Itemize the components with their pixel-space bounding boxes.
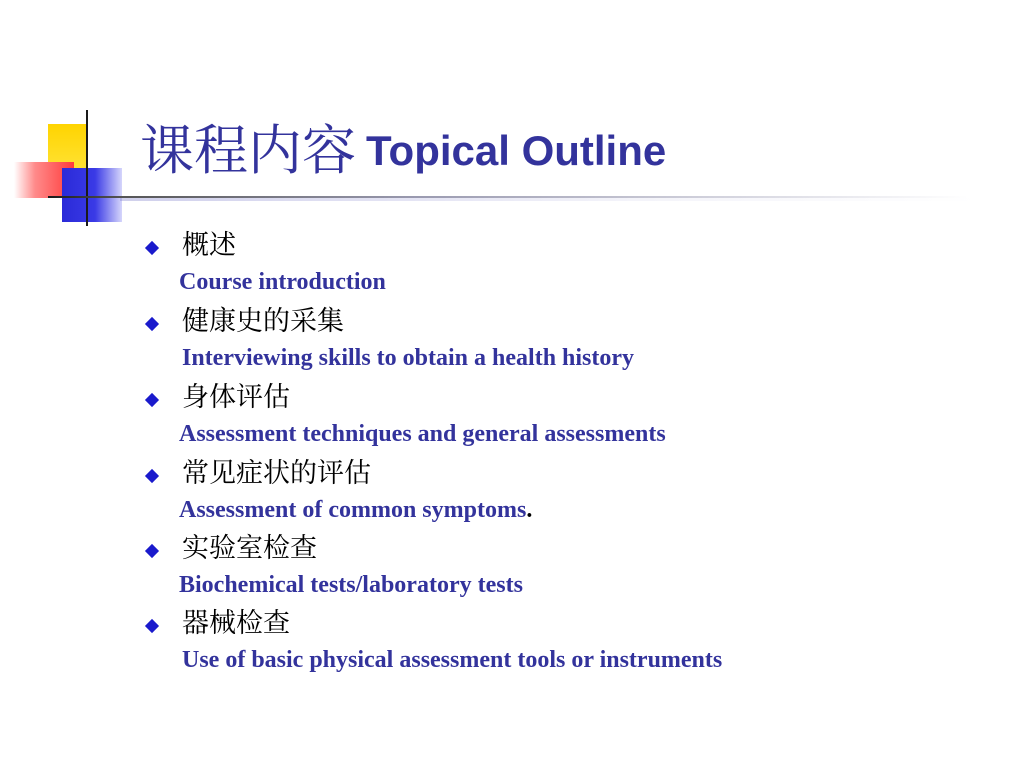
topic-english [179,422,666,446]
diamond-bullet-icon [145,469,159,483]
page-title-chinese: 课程内容 [140,119,356,182]
diamond-bullet-icon [145,241,159,255]
topic-english [179,573,523,597]
diamond-bullet-icon [145,544,159,558]
topic-english [179,498,532,522]
diamond-bullet-icon [145,317,159,331]
topic-english-text: Use of basic physical assessment tools or instruments [182,647,723,673]
topic-chinese: 概述 [182,230,236,261]
topic-english-text: Interviewing skills to obtain a health history [182,345,635,371]
topic-english [179,270,386,294]
topic-chinese: 身体评估 [182,382,290,413]
diamond-bullet-icon [145,393,159,407]
topic-english-text: Assessment techniques and general assessments [179,421,666,447]
topic-english [182,648,722,672]
topic-english-text: Assessment of common symptoms [179,497,527,523]
page-title-english: Topical Outline [366,127,667,174]
topic-chinese: 健康史的采集 [182,306,344,337]
topic-english [182,346,634,370]
diamond-bullet-icon [145,619,159,633]
topic-chinese: 实验室检查 [182,533,317,564]
topic-english-text: Course introduction [179,269,386,295]
topic-english-text: Biochemical tests/laboratory tests [179,572,523,598]
topic-chinese: 常见症状的评估 [182,458,371,489]
topic-english-trail: . [526,497,533,523]
topic-chinese: 器械检查 [182,608,290,639]
